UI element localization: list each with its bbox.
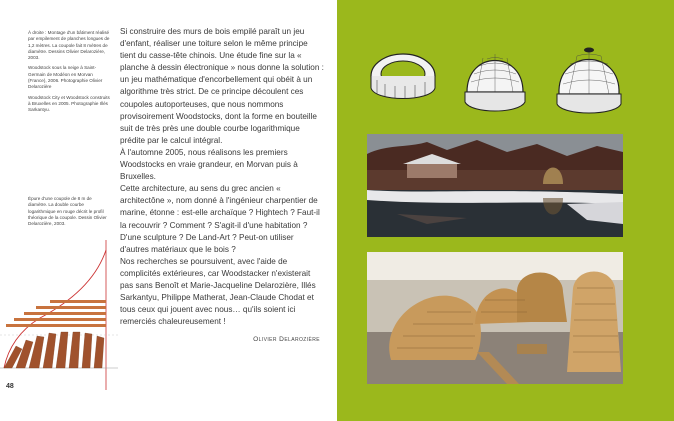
woodstock-brussels-exhibition-photo [367, 252, 623, 384]
author-signature: Olivier Delarozière [253, 336, 320, 343]
caption-brussels: Woodstock City et Woodstock construits à Bruxelles en 2005. Photographie Illés Sarkantyu. [28, 94, 110, 113]
dome-construction-renderings [365, 36, 625, 118]
caption-snow: Woodstock sous la neige à Saint-Germain de Modéon en Morvan (France), 2006. Photographie Olivier Delarozière [28, 65, 103, 90]
dome-profile-drawing [0, 240, 118, 390]
paragraph: Si construire des murs de bois empilé paraît un jeu d'enfant, réaliser une toiture selon le même principe tient du casse-tête chinois. Une étude fine sur la « planche à dessin électronique » nous donne la solution : un jeu mathématique d'encorbellement qui obéit à un algorithme très strict. De ce principe découlent ces coupoles autoporteuses, que nous nommons provisoirement Woodstocks, dont la forme en bouteille suit de très près une double courbe logarithmique prédite par le calcul intégral. [120, 27, 324, 145]
main-text [120, 26, 324, 328]
caption-epure: Épure d'une coupole de 8 m de diamètre. La double courbe logarithmique en rouge décrit le profil théorique de la coupole. Dessin Olivier Delarozière, 2003. [28, 196, 107, 227]
paragraph: À l'automne 2005, nous réalisons les premiers Woodstocks en vraie grandeur, en Morvan puis à Bruxelles. [120, 147, 298, 182]
dome-half-render [465, 54, 525, 111]
woodstock-snow-lake-photo [367, 134, 623, 237]
caption-montage: À droite : Montage d'un bâtiment réalisé par empilement de planches longues de 1,2 mètres. La coupole fait 8 mètres de diamètre. Dessins Olivier Delarozière, 2003. [28, 30, 110, 61]
caption-column [28, 30, 110, 118]
dome-ring-render [371, 54, 435, 99]
paragraph: Nos recherches se poursuivent, avec l'aide de complicités extérieures, car Woodstacker n'existerait pas sans Benoît et Marie-Jacqueline Delarozière, Illés Sarkantyu, Philippe Matherat, Jean-Claude Chodat et tous ceux qui jouent avec nous… qu'ils soient ici remerciés chaleureusement ! [120, 256, 316, 327]
dome-full-render [557, 48, 621, 114]
page-number: 48 [6, 383, 14, 390]
paragraph: Cette architecture, au sens du grec ancien « architectône », nom donné à l'ingénieur charpentier de marine, étonne : est-elle archaïque ? Hightech ? Faut-il la recouvrir ? Comment ? S'agit-il d'une habitation ? D'une sculpture ? De Land-Art ? Peut-on utiliser d'autres matériaux que le bois ? [120, 184, 320, 254]
